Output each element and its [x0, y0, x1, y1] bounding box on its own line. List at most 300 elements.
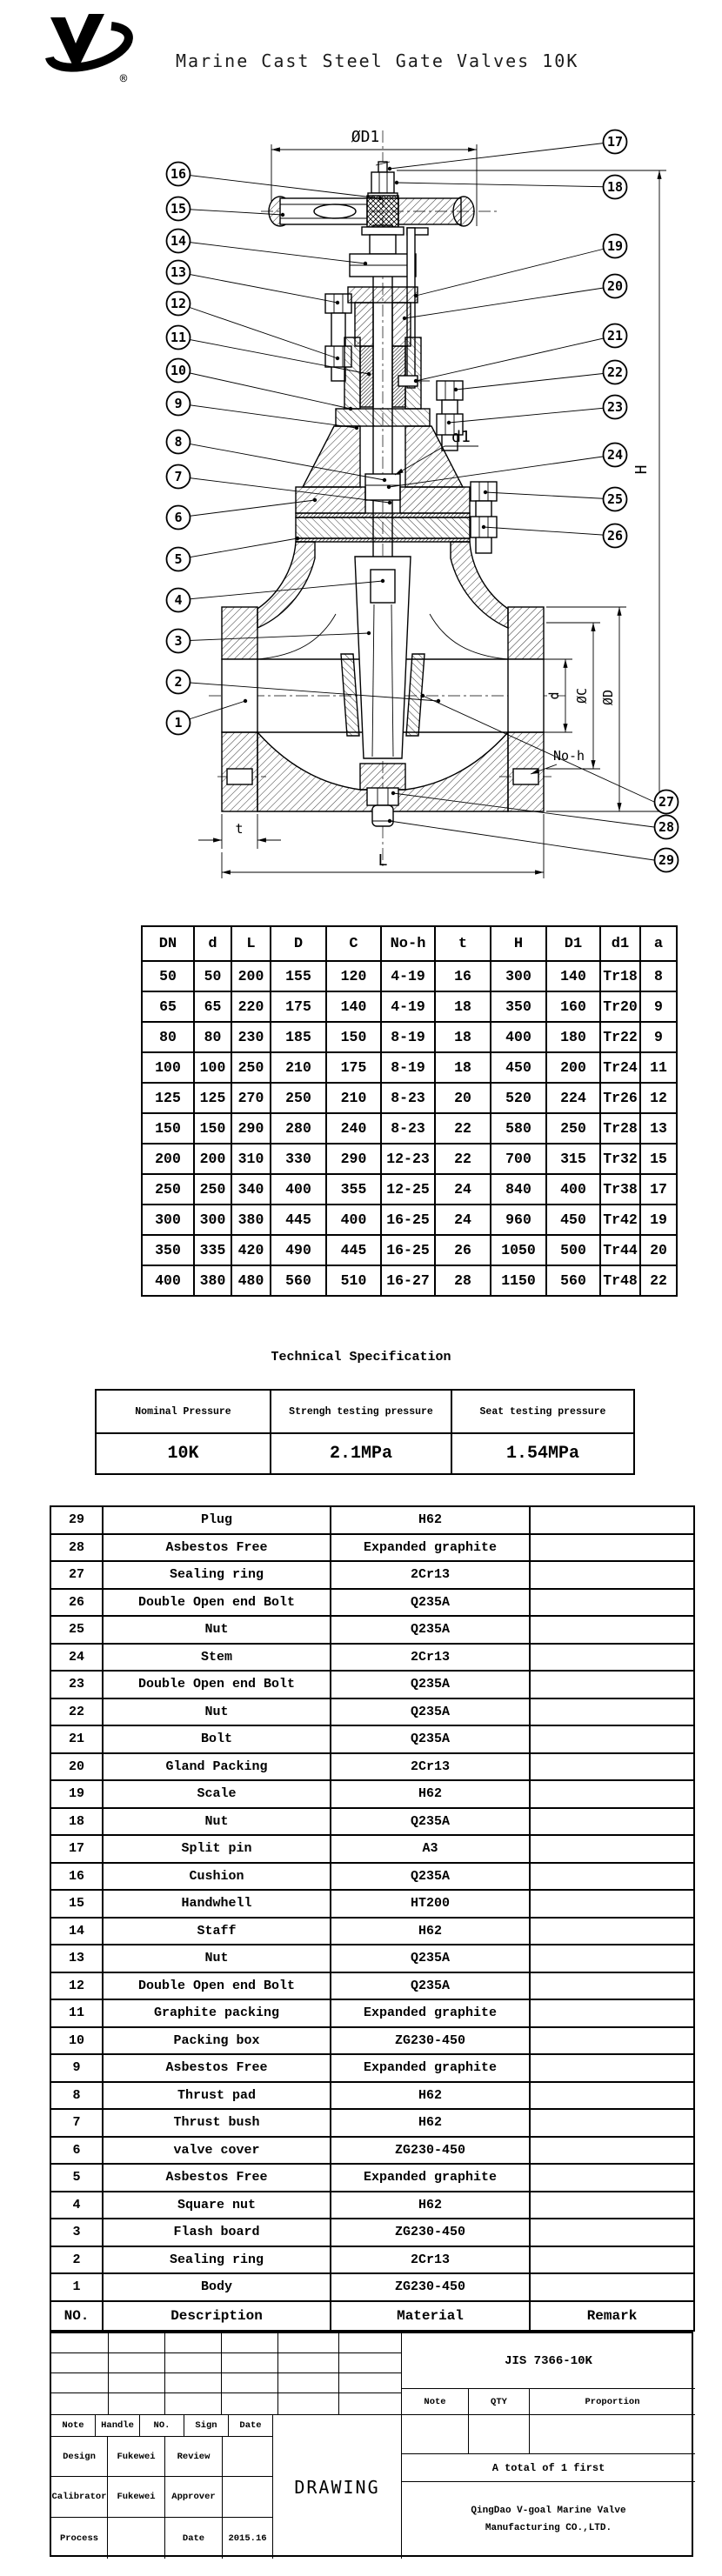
table-cell	[530, 2219, 694, 2246]
dimension-table-body	[142, 961, 677, 1296]
table-cell: 20	[50, 1753, 103, 1781]
table-cell: 9	[640, 1022, 677, 1052]
table-cell: 22	[50, 1698, 103, 1726]
table-cell: 4	[50, 2192, 103, 2219]
table-cell	[530, 1890, 694, 1918]
table-cell: 400	[491, 1022, 546, 1052]
table-cell: Q235A	[331, 1616, 530, 1644]
table-cell	[530, 1999, 694, 2027]
table-row	[142, 1205, 677, 1235]
table-cell: Staff	[103, 1918, 331, 1945]
table-cell: 200	[142, 1144, 194, 1174]
table-cell: 19	[640, 1205, 677, 1235]
table-row	[142, 1174, 677, 1205]
table-cell: 445	[271, 1205, 326, 1235]
callout-29	[388, 819, 679, 872]
table-row	[50, 1918, 694, 1945]
table-cell: 175	[271, 991, 326, 1022]
table-cell: 1	[50, 2273, 103, 2301]
header-cell: L	[231, 926, 271, 961]
table-cell: Tr48	[600, 1265, 640, 1296]
table-cell: 280	[271, 1113, 326, 1144]
svg-text:18: 18	[606, 179, 624, 195]
table-cell: 5	[50, 2164, 103, 2192]
table-cell: 490	[271, 1235, 326, 1265]
svg-text:11: 11	[170, 330, 187, 345]
parts-table-body	[50, 1506, 694, 2301]
table-cell: 8-23	[381, 1113, 435, 1144]
table-row	[142, 1265, 677, 1296]
table-row	[142, 961, 677, 991]
review-value	[223, 2437, 273, 2477]
table-cell: 380	[231, 1205, 271, 1235]
table-cell	[530, 2137, 694, 2165]
table-cell: ZG230-450	[331, 2219, 530, 2246]
svg-text:13: 13	[170, 264, 187, 280]
table-cell	[530, 1534, 694, 1562]
table-cell: Gland Packing	[103, 1753, 331, 1781]
svg-text:24: 24	[606, 447, 624, 463]
parts-table-footer	[50, 2301, 694, 2331]
table-cell: Scale	[103, 1780, 331, 1808]
svg-text:28: 28	[658, 819, 675, 835]
table-cell: Double Open end Bolt	[103, 1671, 331, 1698]
dim-label-od: ØD	[600, 689, 616, 706]
table-cell: 13	[640, 1113, 677, 1144]
table-cell: Q235A	[331, 1589, 530, 1617]
table-cell: 350	[142, 1235, 194, 1265]
table-row	[50, 1534, 694, 1562]
table-cell: 1050	[491, 1235, 546, 1265]
svg-text:4: 4	[174, 592, 183, 608]
table-cell: ZG230-450	[331, 2273, 530, 2301]
dim-label-d: d	[546, 691, 562, 700]
page-title: Marine Cast Steel Gate Valves 10K	[176, 50, 579, 71]
table-cell: H62	[331, 1918, 530, 1945]
callout-15	[167, 197, 285, 221]
dimension-table-header	[142, 926, 677, 961]
table-row	[50, 1890, 694, 1918]
table-cell: 7	[50, 2109, 103, 2137]
table-cell: 28	[435, 1265, 491, 1296]
table-cell: 6	[50, 2137, 103, 2165]
callout-26	[482, 524, 627, 548]
table-cell: 18	[50, 1808, 103, 1836]
svg-text:16: 16	[170, 166, 187, 182]
approval-col-sign: Sign	[184, 2415, 229, 2437]
table-cell: 4-19	[381, 991, 435, 1022]
callout-19	[414, 235, 627, 298]
company-box	[402, 2482, 695, 2559]
table-cell: 330	[271, 1144, 326, 1174]
table-cell: 150	[142, 1113, 194, 1144]
table-cell: 250	[546, 1113, 600, 1144]
callout-20	[403, 275, 627, 321]
table-cell: Tr38	[600, 1174, 640, 1205]
table-cell: 27	[50, 1561, 103, 1589]
callout-6	[167, 498, 318, 530]
svg-text:5: 5	[174, 551, 183, 567]
seat-test-value: 1.54MPa	[451, 1433, 634, 1474]
table-cell	[530, 1561, 694, 1589]
table-cell: Q235A	[331, 1698, 530, 1726]
table-cell	[530, 1972, 694, 2000]
table-cell: Q235A	[331, 1945, 530, 1972]
callout-5	[167, 537, 300, 571]
dimension-table	[141, 925, 678, 1297]
table-cell: Tr32	[600, 1144, 640, 1174]
callout-22	[454, 361, 627, 392]
qty-col-note: Note	[402, 2389, 469, 2415]
calibrator-name: Fukewei	[108, 2477, 165, 2518]
review-label: Review	[165, 2437, 223, 2477]
dim-label-c: ØC	[574, 687, 590, 704]
table-cell	[530, 1644, 694, 1672]
table-cell: 175	[326, 1052, 381, 1083]
table-cell: 400	[271, 1174, 326, 1205]
table-cell: Split pin	[103, 1835, 331, 1863]
table-cell	[530, 1589, 694, 1617]
table-cell: 150	[194, 1113, 231, 1144]
table-cell: 120	[326, 961, 381, 991]
table-cell: Thrust pad	[103, 2082, 331, 2110]
calibrator-label: Calibrator	[51, 2477, 108, 2518]
table-cell: Sealing ring	[103, 1561, 331, 1589]
table-cell: 25	[50, 1616, 103, 1644]
table-cell: 300	[491, 961, 546, 991]
table-row	[50, 1589, 694, 1617]
table-cell: 560	[271, 1265, 326, 1296]
table-cell: 1150	[491, 1265, 546, 1296]
table-cell: 315	[546, 1144, 600, 1174]
table-row	[142, 1113, 677, 1144]
table-cell: 2Cr13	[331, 2246, 530, 2274]
table-cell: Nut	[103, 1698, 331, 1726]
table-cell: 16-27	[381, 1265, 435, 1296]
table-cell: 2	[50, 2246, 103, 2274]
table-cell: 400	[142, 1265, 194, 1296]
dim-flange-t	[198, 814, 281, 849]
table-cell: 335	[194, 1235, 231, 1265]
table-cell: 2Cr13	[331, 1644, 530, 1672]
header-cell: No-h	[381, 926, 435, 961]
table-cell: 8	[50, 2082, 103, 2110]
table-cell: 65	[142, 991, 194, 1022]
spec-table-header	[96, 1390, 634, 1433]
table-cell: 17	[50, 1835, 103, 1863]
table-cell: 125	[142, 1083, 194, 1113]
svg-text:14: 14	[170, 233, 187, 249]
company-line-2: Manufacturing CO.,LTD.	[485, 2523, 612, 2533]
table-cell: 700	[491, 1144, 546, 1174]
approver-label: Approver	[165, 2477, 223, 2518]
svg-text:26: 26	[606, 528, 624, 544]
table-cell: 240	[326, 1113, 381, 1144]
table-row	[50, 2273, 694, 2301]
process-label: Process	[51, 2518, 108, 2559]
table-row	[142, 991, 677, 1022]
table-cell: Body	[103, 2273, 331, 2301]
table-row	[50, 2219, 694, 2246]
table-row	[50, 1808, 694, 1836]
table-cell: Tr26	[600, 1083, 640, 1113]
table-cell: 14	[50, 1918, 103, 1945]
table-row	[50, 2246, 694, 2274]
svg-text:23: 23	[606, 399, 624, 415]
table-cell: 450	[546, 1205, 600, 1235]
header-cell: C	[326, 926, 381, 961]
table-cell: H62	[331, 1506, 530, 1534]
table-cell: 270	[231, 1083, 271, 1113]
table-cell: 26	[50, 1589, 103, 1617]
table-cell: 22	[435, 1144, 491, 1174]
table-cell: 8-19	[381, 1022, 435, 1052]
table-row	[50, 1780, 694, 1808]
table-row	[50, 1753, 694, 1781]
header-cell: DN	[142, 926, 194, 961]
table-cell: Expanded graphite	[331, 2054, 530, 2082]
logo-v-shape	[50, 14, 104, 64]
qty-cell-empty-2	[469, 2415, 530, 2454]
table-cell: 26	[435, 1235, 491, 1265]
table-cell: 290	[231, 1113, 271, 1144]
valve-drawing	[0, 74, 722, 925]
table-cell: 22	[640, 1265, 677, 1296]
table-cell: Nut	[103, 1808, 331, 1836]
table-row	[50, 1698, 694, 1726]
table-cell: 80	[142, 1022, 194, 1052]
spec-table-values	[96, 1433, 634, 1474]
process-name	[108, 2518, 165, 2559]
table-cell: 420	[231, 1235, 271, 1265]
table-row	[50, 1725, 694, 1753]
callout-12	[167, 292, 340, 361]
table-cell: 29	[50, 1506, 103, 1534]
design-label: Design	[51, 2437, 108, 2477]
dim-label-t: t	[235, 821, 244, 837]
table-cell: HT200	[331, 1890, 530, 1918]
callout-25	[484, 488, 627, 511]
table-cell: 24	[50, 1644, 103, 1672]
table-row	[50, 2027, 694, 2055]
table-cell: Q235A	[331, 1972, 530, 2000]
table-cell: 160	[546, 991, 600, 1022]
table-cell: Double Open end Bolt	[103, 1972, 331, 2000]
table-cell: 210	[326, 1083, 381, 1113]
company-line-1: QingDao V-goal Marine Valve	[471, 2506, 626, 2517]
table-cell: 9	[50, 2054, 103, 2082]
table-cell	[530, 1753, 694, 1781]
table-cell: 100	[142, 1052, 194, 1083]
callout-21	[414, 324, 627, 384]
table-row	[50, 2137, 694, 2165]
table-cell: Handwhell	[103, 1890, 331, 1918]
table-row	[50, 1835, 694, 1863]
table-cell: 80	[194, 1022, 231, 1052]
table-cell: 250	[194, 1174, 231, 1205]
table-cell: Q235A	[331, 1671, 530, 1698]
table-cell: ZG230-450	[331, 2027, 530, 2055]
table-cell: 185	[271, 1022, 326, 1052]
table-cell: ZG230-450	[331, 2137, 530, 2165]
table-cell: 300	[142, 1205, 194, 1235]
wedge-and-plug	[341, 557, 425, 826]
table-cell: 11	[640, 1052, 677, 1083]
svg-text:19: 19	[606, 238, 624, 254]
table-cell: 15	[640, 1144, 677, 1174]
table-cell	[530, 1671, 694, 1698]
table-row	[50, 2192, 694, 2219]
table-cell: 355	[326, 1174, 381, 1205]
header-cell: D1	[546, 926, 600, 961]
table-cell	[530, 2027, 694, 2055]
header-cell: Strengh testing pressure	[271, 1390, 451, 1433]
table-cell: 19	[50, 1780, 103, 1808]
table-row	[50, 1671, 694, 1698]
table-cell: 310	[231, 1144, 271, 1174]
table-cell: H62	[331, 2192, 530, 2219]
dim-label-h: H	[632, 464, 651, 475]
table-cell: 140	[326, 991, 381, 1022]
table-row	[50, 2054, 694, 2082]
header-cell: Nominal Pressure	[96, 1390, 271, 1433]
table-cell: 15	[50, 1890, 103, 1918]
svg-text:6: 6	[174, 510, 183, 525]
table-cell: Tr22	[600, 1022, 640, 1052]
qty-cell-empty-1	[402, 2415, 469, 2454]
approval-col-note: Note	[51, 2415, 96, 2437]
callout-18	[395, 176, 627, 199]
table-cell: 400	[546, 1174, 600, 1205]
table-cell: 300	[194, 1205, 231, 1235]
table-cell: 2Cr13	[331, 1753, 530, 1781]
table-row	[50, 1506, 694, 1534]
table-cell: 18	[435, 1022, 491, 1052]
header-cell: Seat testing pressure	[451, 1390, 634, 1433]
table-cell: 16	[50, 1863, 103, 1891]
table-cell: 18	[435, 1052, 491, 1083]
table-cell	[530, 1808, 694, 1836]
table-row	[142, 1022, 677, 1052]
svg-text:9: 9	[174, 396, 183, 411]
table-cell: Double Open end Bolt	[103, 1589, 331, 1617]
table-cell: 65	[194, 991, 231, 1022]
table-cell: 180	[546, 1022, 600, 1052]
table-cell: 24	[435, 1174, 491, 1205]
table-cell: 580	[491, 1113, 546, 1144]
svg-text:17: 17	[606, 134, 624, 150]
strength-test-value: 2.1MPa	[271, 1433, 451, 1474]
approval-col-no: NO.	[140, 2415, 184, 2437]
table-cell: Flash board	[103, 2219, 331, 2246]
table-cell: Tr28	[600, 1113, 640, 1144]
header-cell: d1	[600, 926, 640, 961]
table-cell: H62	[331, 2082, 530, 2110]
table-cell: 140	[546, 961, 600, 991]
standard-number: JIS 7366-10K	[402, 2333, 695, 2389]
table-cell: Sealing ring	[103, 2246, 331, 2274]
table-cell: 12-23	[381, 1144, 435, 1174]
header-cell: t	[435, 926, 491, 961]
svg-text:21: 21	[606, 328, 624, 344]
table-cell: Tr44	[600, 1235, 640, 1265]
table-row	[142, 1144, 677, 1174]
date-label: Date	[165, 2518, 223, 2559]
table-cell	[530, 2164, 694, 2192]
header-cell: d	[194, 926, 231, 961]
table-cell: Expanded graphite	[331, 1534, 530, 1562]
table-row	[50, 1644, 694, 1672]
table-cell: Q235A	[331, 1808, 530, 1836]
svg-text:15: 15	[170, 201, 187, 217]
table-cell: 250	[271, 1083, 326, 1113]
callout-9	[167, 392, 359, 430]
callout-10	[167, 359, 353, 411]
table-cell: 445	[326, 1235, 381, 1265]
table-cell: 11	[50, 1999, 103, 2027]
table-row	[50, 1945, 694, 1972]
table-cell: 220	[231, 991, 271, 1022]
table-cell: 560	[546, 1265, 600, 1296]
table-cell: Asbestos Free	[103, 2054, 331, 2082]
qty-col-proportion: Proportion	[530, 2389, 695, 2415]
table-cell: 290	[326, 1144, 381, 1174]
table-row	[50, 1561, 694, 1589]
table-cell	[530, 1506, 694, 1534]
table-cell: 520	[491, 1083, 546, 1113]
table-cell: H62	[331, 2109, 530, 2137]
table-cell: 510	[326, 1265, 381, 1296]
table-cell	[530, 2054, 694, 2082]
table-cell: 12-25	[381, 1174, 435, 1205]
table-cell: 400	[326, 1205, 381, 1235]
table-cell: 2Cr13	[331, 1561, 530, 1589]
table-cell: Expanded graphite	[331, 1999, 530, 2027]
dim-label-l: L	[378, 851, 388, 870]
date-value: 2015.16	[223, 2518, 273, 2559]
table-cell: 200	[231, 961, 271, 991]
table-cell: 480	[231, 1265, 271, 1296]
approval-col-date: Date	[229, 2415, 273, 2437]
header-cell: H	[491, 926, 546, 961]
table-cell: Tr24	[600, 1052, 640, 1083]
table-cell	[530, 2192, 694, 2219]
table-cell: 8-19	[381, 1052, 435, 1083]
table-cell: 9	[640, 991, 677, 1022]
table-cell: 380	[194, 1265, 231, 1296]
col-remark: Remark	[530, 2301, 694, 2331]
title-block	[50, 2332, 693, 2557]
qty-col-qty: QTY	[469, 2389, 530, 2415]
table-cell: Cushion	[103, 1863, 331, 1891]
table-cell: 100	[194, 1052, 231, 1083]
table-cell: 16-25	[381, 1205, 435, 1235]
col-material: Material	[331, 2301, 530, 2331]
svg-text:25: 25	[606, 491, 624, 507]
table-cell: 224	[546, 1083, 600, 1113]
table-cell: A3	[331, 1835, 530, 1863]
table-cell: 840	[491, 1174, 546, 1205]
col-description: Description	[103, 2301, 331, 2331]
table-cell: 3	[50, 2219, 103, 2246]
table-cell: Tr18	[600, 961, 640, 991]
svg-text:2: 2	[174, 674, 183, 690]
svg-text:27: 27	[658, 794, 675, 810]
table-row	[50, 2164, 694, 2192]
table-cell: 200	[546, 1052, 600, 1083]
callout-23	[447, 396, 627, 425]
table-row	[50, 2082, 694, 2110]
